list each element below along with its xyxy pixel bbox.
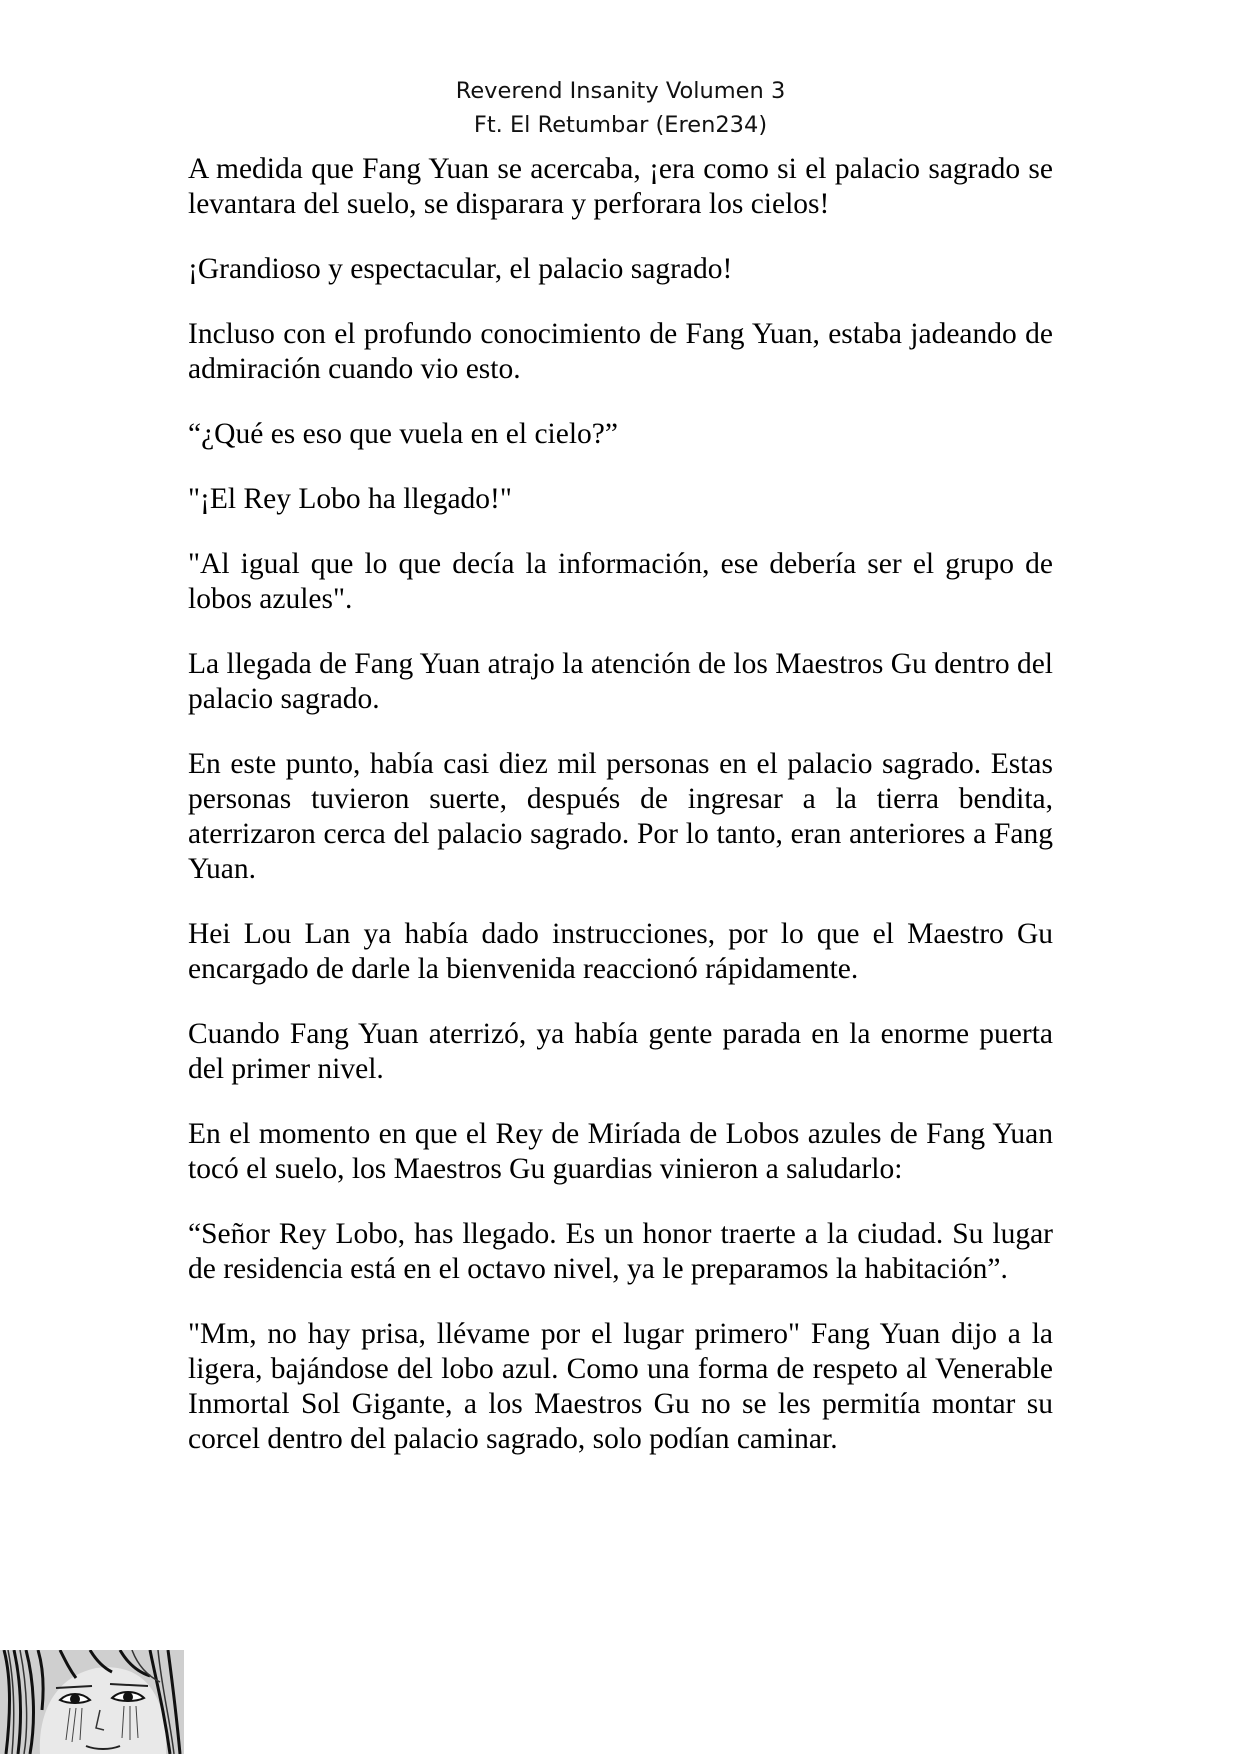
paragraph: Hei Lou Lan ya había dado instrucciones, por lo que el Maestro Gu encargado de darle la bienvenida reaccionó rápidamente. <box>188 918 1053 985</box>
page-header <box>0 74 1241 142</box>
header-title: Reverend Insanity Volumen 3 <box>455 78 786 104</box>
paragraph: "¡El Rey Lobo ha llegado!" <box>188 483 512 515</box>
paragraph: Cuando Fang Yuan aterrizó, ya había gente parada en la enorme puerta del primer nivel. <box>188 1018 1053 1085</box>
paragraph: Incluso con el profundo conocimiento de Fang Yuan, estaba jadeando de admiración cuando vio esto. <box>188 318 1053 385</box>
paragraph: "Al igual que lo que decía la información, ese debería ser el grupo de lobos azules". <box>188 548 1053 615</box>
paragraph: En el momento en que el Rey de Miríada de Lobos azules de Fang Yuan tocó el suelo, los Maestros Gu guardias vinieron a saludarlo: <box>188 1118 1053 1185</box>
paragraph: En este punto, había casi diez mil personas en el palacio sagrado. Estas personas tuvieron suerte, después de ingresar a la tierra bendita, aterrizaron cerca del palacio sagrado. Por lo tanto, eran anteriores a Fang Yuan. <box>188 748 1053 885</box>
paragraph: La llegada de Fang Yuan atrajo la atención de los Maestros Gu dentro del palacio sagrado. <box>188 648 1053 715</box>
manga-face-icon <box>0 1650 184 1754</box>
paragraph: ¡Grandioso y espectacular, el palacio sagrado! <box>188 253 733 285</box>
header-subtitle: Ft. El Retumbar (Eren234) <box>473 112 768 138</box>
paragraph: A medida que Fang Yuan se acercaba, ¡era como si el palacio sagrado se levantara del suelo, se disparara y perforara los cielos! <box>188 153 1053 220</box>
paragraph: "Mm, no hay prisa, llévame por el lugar primero" Fang Yuan dijo a la ligera, bajándose del lobo azul. Como una forma de respeto al Venerable Inmortal Sol Gigante, a los Maestros Gu no se les permitía montar su corcel dentro del palacio sagrado, solo podían caminar. <box>188 1318 1053 1455</box>
paragraph: “Señor Rey Lobo, has llegado. Es un honor traerte a la ciudad. Su lugar de residencia está en el octavo nivel, ya le preparamos la habitación”. <box>188 1218 1053 1285</box>
body-text <box>188 152 1053 1487</box>
paragraph: “¿Qué es eso que vuela en el cielo?” <box>188 418 618 450</box>
